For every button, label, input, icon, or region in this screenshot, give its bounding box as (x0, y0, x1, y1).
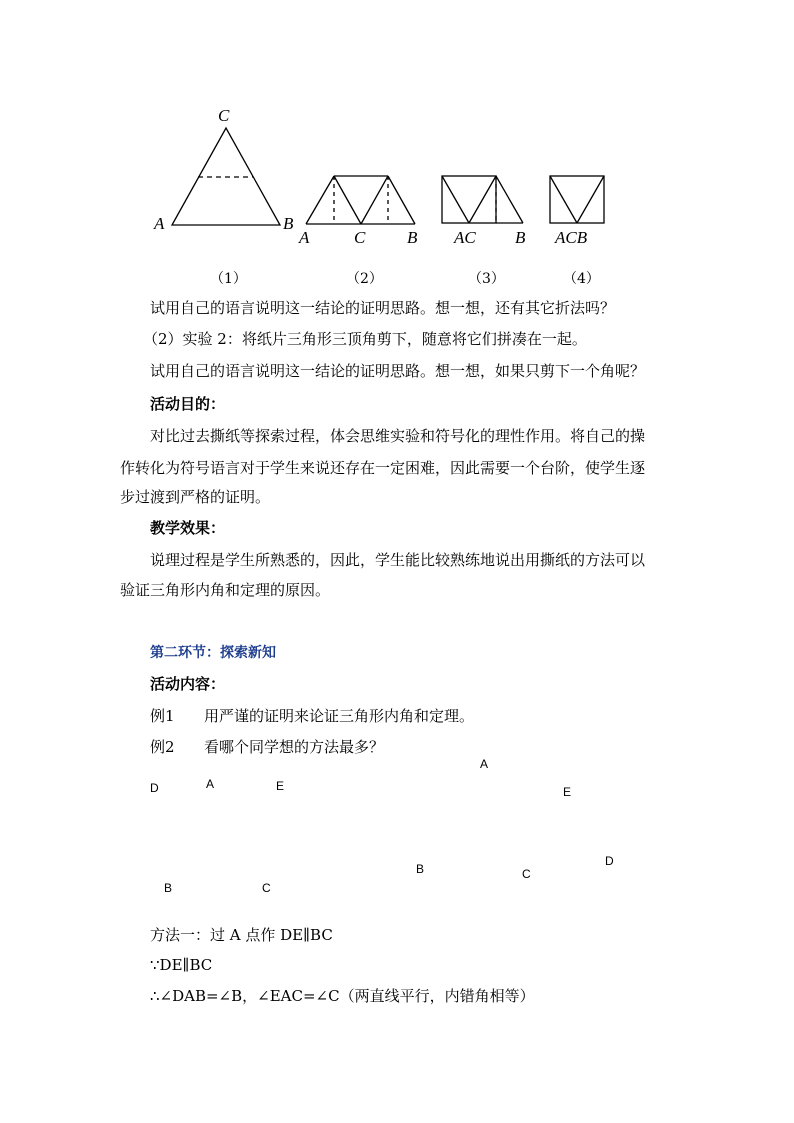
figure-4-folded (550, 176, 604, 223)
example-1-text: 用严谨的证明来论证三角形内角和定理。 (204, 707, 475, 725)
example-2-number: 例2 (150, 738, 175, 756)
diagram-right-b: B (416, 862, 425, 876)
diagram-right-e: E (563, 785, 572, 799)
effect-line-2: 验证三角形内角和定理的原因。 (120, 581, 331, 599)
figure-2-folded (306, 176, 415, 224)
label-fig4-acb: ACB (555, 228, 588, 247)
because-line: ∵DE∥BC (150, 956, 213, 974)
figure-1-triangle (172, 128, 280, 225)
diagram-right-d: D (605, 854, 614, 868)
example-2-text: 看哪个同学想的方法最多？ (204, 738, 385, 756)
text-line-3: 试用自己的语言说明这一结论的证明思路。想一想，如果只剪下一个角呢？ (150, 362, 646, 380)
fold-figures (0, 0, 794, 320)
label-fig2-c: C (354, 228, 366, 247)
text-line-2: （2）实验 2：将纸片三角形三顶角剪下，随意将它们拼凑在一起。 (143, 330, 587, 348)
diagram-left-d: D (150, 781, 159, 795)
purpose-line-2: 作转化为符号语言对于学生来说还存在一定困难，因此需要一个台阶，使学生逐 (120, 459, 646, 477)
effect-heading: 教学效果： (150, 519, 226, 537)
purpose-line-1: 对比过去撕纸等探索过程，体会思维实验和符号化的理性作用。将自己的操 (150, 427, 646, 445)
method-1: 方法一：过 A 点作 DE∥BC (150, 926, 333, 944)
diagram-left-a: A (206, 777, 215, 791)
label-fig1-b: B (283, 214, 294, 233)
diagram-right-a: A (480, 757, 489, 771)
label-fig3-b: B (515, 228, 526, 247)
label-fig1-c: C (218, 106, 230, 125)
example-1-number: 例1 (150, 707, 175, 725)
label-fig3-ac: AC (454, 228, 476, 247)
label-fig1-a: A (154, 214, 165, 233)
diagram-left-e: E (276, 779, 285, 793)
content-heading: 活动内容： (150, 675, 226, 693)
purpose-heading: 活动目的： (150, 395, 226, 413)
text-line-1: 试用自己的语言说明这一结论的证明思路。想一想，还有其它折法吗？ (150, 299, 616, 317)
caption-4: （4） (563, 271, 600, 287)
caption-1: （1） (210, 271, 247, 287)
therefore-line: ∴∠DAB=∠B，∠EAC=∠C（两直线平行，内错角相等） (150, 987, 535, 1005)
effect-line-1: 说理过程是学生所熟悉的，因此，学生能比较熟练地说出用撕纸的方法可以 (150, 551, 646, 569)
caption-2: （2） (346, 271, 383, 287)
section-heading: 第二环节：探索新知 (150, 645, 276, 661)
label-fig2-b: B (407, 228, 418, 247)
figure-3-folded (442, 176, 523, 223)
diagram-left-c: C (262, 881, 271, 895)
label-fig2-a: A (299, 228, 310, 247)
caption-3: （3） (468, 271, 505, 287)
diagram-left-b: B (164, 881, 173, 895)
diagram-right-c: C (522, 867, 531, 881)
purpose-line-3: 步过渡到严格的证明。 (120, 488, 271, 506)
